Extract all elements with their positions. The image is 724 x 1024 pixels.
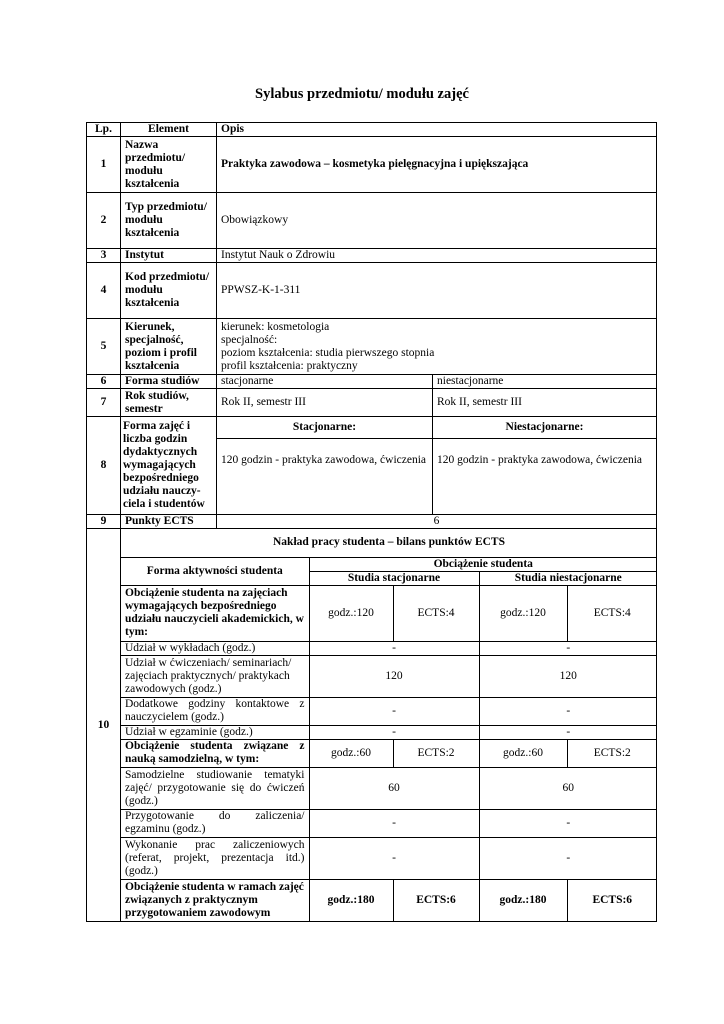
activity-label: Obciążenie studenta na zajęciach wymagających bezpośredniego udziału nauczycieli akademickich, w tym:	[121, 585, 309, 641]
stac-ects: ECTS:4	[393, 585, 479, 641]
activity-label: Wykonanie prac zaliczeniowych (referat, projekt, prezentacja itd.) (godz.)	[121, 837, 309, 879]
table-row	[87, 137, 657, 193]
table-row	[87, 389, 657, 417]
opis-niestacjonarne: niestacjonarne	[433, 375, 657, 389]
niestac-godz: godz.:60	[479, 739, 567, 767]
table-row	[87, 375, 657, 389]
row-opis: Instytut Nauk o Zdrowiu	[217, 249, 657, 263]
activity-label: Przygotowanie do zaliczenia/ egzaminu (godz.)	[121, 809, 309, 837]
table-row	[87, 249, 657, 263]
row-element: Nazwa przedmiotu/ modułu kształcenia	[121, 137, 217, 193]
activity-label: Udział w ćwiczeniach/ seminariach/ zajęciach praktycznych/ praktykach zawodowych (godz.)	[121, 655, 309, 697]
table-row	[87, 319, 657, 375]
niestac-value: -	[479, 697, 657, 725]
table-row	[121, 837, 657, 879]
header-lp: Lp.	[87, 123, 121, 137]
stac-value: 60	[309, 767, 479, 809]
col-forma-aktywnosci: Forma aktywności studenta	[121, 557, 309, 585]
stacjonarne-header: Stacjonarne:	[217, 417, 433, 439]
niestac-godz: godz.:180	[479, 879, 567, 921]
row-element: Rok studiów, semestr	[121, 389, 217, 417]
header-element: Element	[121, 123, 217, 137]
table-row	[121, 585, 657, 641]
opis-niestacjonarne: 120 godzin - praktyka zawodowa, ćwiczenia	[433, 439, 657, 515]
activity-label: Obciążenie studenta związane z nauką samodzielną, w tym:	[121, 739, 309, 767]
table-row	[121, 641, 657, 655]
niestac-value: -	[479, 725, 657, 739]
col-studia-niestacjonarne: Studia niestacjonarne	[479, 571, 657, 585]
row-element: Forma studiów	[121, 375, 217, 389]
table-row	[121, 739, 657, 767]
opis-stacjonarne: 120 godzin - praktyka zawodowa, ćwiczenia	[217, 439, 433, 515]
stac-value: -	[309, 837, 479, 879]
row-lp: 8	[87, 417, 121, 515]
stac-value: -	[309, 725, 479, 739]
row-lp: 3	[87, 249, 121, 263]
ects-balance-title: Nakład pracy studenta – bilans punktów ECTS	[121, 529, 657, 557]
opis-niestacjonarne: Rok II, semestr III	[433, 389, 657, 417]
opis-line: specjalność:	[221, 333, 278, 346]
row-element: Punkty ECTS	[121, 515, 217, 529]
stac-godz: godz.:180	[309, 879, 393, 921]
activity-label: Udział w wykładach (godz.)	[121, 641, 309, 655]
row-element: Instytut	[121, 249, 217, 263]
col-studia-stacjonarne: Studia stacjonarne	[309, 571, 479, 585]
niestac-value: -	[479, 641, 657, 655]
niestac-ects: ECTS:6	[567, 879, 657, 921]
stac-godz: godz.:60	[309, 739, 393, 767]
row-lp: 5	[87, 319, 121, 375]
niestac-ects: ECTS:2	[567, 739, 657, 767]
table-row	[121, 767, 657, 809]
row-lp: 6	[87, 375, 121, 389]
ects-balance-cell	[121, 529, 657, 922]
table-row	[121, 725, 657, 739]
niestacjonarne-header: Niestacjonarne:	[433, 417, 657, 439]
niestac-value: 60	[479, 767, 657, 809]
opis-line: poziom kształcenia: studia pierwszego stopnia	[221, 346, 435, 359]
activity-label: Dodatkowe godziny kontaktowe z nauczycielem (godz.)	[121, 697, 309, 725]
table-row	[121, 655, 657, 697]
page-title: Sylabus przedmiotu/ modułu zajęć	[255, 86, 469, 102]
row-element: Forma zajęć i liczba godzin dydaktycznych wymagających bezpośredniego udziału nauczy-ciela i studentów	[121, 417, 217, 515]
table-header-row	[87, 123, 657, 137]
syllabus-table	[86, 122, 657, 922]
row-opis: Praktyka zawodowa – kosmetyka pielęgnacyjna i upiększająca	[217, 137, 657, 193]
row-opis: PPWSZ-K-1-311	[217, 263, 657, 319]
stac-ects: ECTS:6	[393, 879, 479, 921]
row-lp: 2	[87, 193, 121, 249]
table-row	[121, 879, 657, 921]
activity-label: Obciążenie studenta w ramach zajęć związanych z praktycznym przygotowaniem zawodowym	[121, 879, 309, 921]
table-row	[87, 263, 657, 319]
opis-line: profil kształcenia: praktyczny	[221, 359, 358, 372]
row-element: Typ przedmiotu/ modułu kształcenia	[121, 193, 217, 249]
stac-godz: godz.:120	[309, 585, 393, 641]
ects-balance-table	[121, 529, 657, 921]
table-row	[87, 193, 657, 249]
stac-value: -	[309, 809, 479, 837]
row-element: Kod przedmiotu/ modułu kształcenia	[121, 263, 217, 319]
row-lp: 7	[87, 389, 121, 417]
activity-label: Samodzielne studiowanie tematyki zajęć/ przygotowanie się do ćwiczeń (godz.)	[121, 767, 309, 809]
row-lp: 10	[87, 529, 121, 922]
table-row	[87, 515, 657, 529]
row-element: Kierunek, specjalność, poziom i profil kształcenia	[121, 319, 217, 375]
table-row	[121, 697, 657, 725]
row-opis	[217, 319, 657, 375]
opis-stacjonarne: Rok II, semestr III	[217, 389, 433, 417]
stac-value: 120	[309, 655, 479, 697]
niestac-value: -	[479, 837, 657, 879]
table-row	[121, 809, 657, 837]
row-opis: Obowiązkowy	[217, 193, 657, 249]
opis-line: kierunek: kosmetologia	[221, 320, 330, 333]
niestac-ects: ECTS:4	[567, 585, 657, 641]
stac-ects: ECTS:2	[393, 739, 479, 767]
row-lp: 1	[87, 137, 121, 193]
niestac-value: 120	[479, 655, 657, 697]
col-obciazenie: Obciążenie studenta	[309, 557, 657, 571]
stac-value: -	[309, 641, 479, 655]
table-row	[87, 417, 657, 439]
opis-stacjonarne: stacjonarne	[217, 375, 433, 389]
niestac-value: -	[479, 809, 657, 837]
header-opis: Opis	[217, 123, 657, 137]
niestac-godz: godz.:120	[479, 585, 567, 641]
row-lp: 9	[87, 515, 121, 529]
activity-label: Udział w egzaminie (godz.)	[121, 725, 309, 739]
table-row	[87, 529, 657, 922]
row-lp: 4	[87, 263, 121, 319]
stac-value: -	[309, 697, 479, 725]
ects-value: 6	[217, 515, 657, 529]
